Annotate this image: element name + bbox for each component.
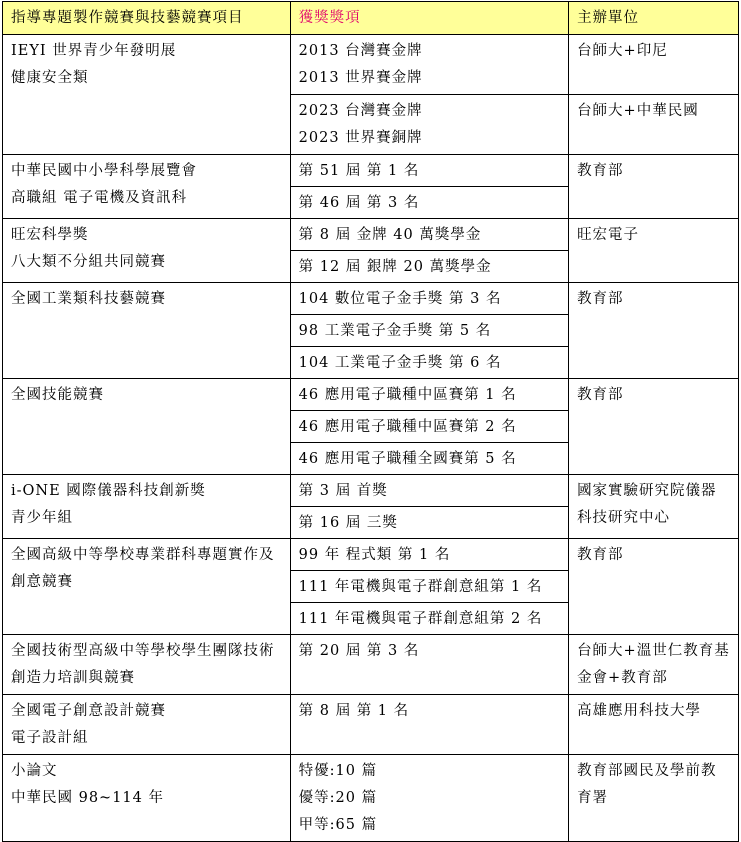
award-cell: 第 46 屆 第 3 名 xyxy=(290,187,568,219)
header-competition: 指導專題製作競賽與技藝競賽項目 xyxy=(3,2,291,35)
organizer-cell: 教育部 xyxy=(569,283,739,379)
award-cell: 111 年電機與電子群創意組第 1 名 xyxy=(290,571,568,603)
table-row xyxy=(3,379,739,411)
award-cell: 46 應用電子職種全國賽第 5 名 xyxy=(290,443,568,475)
table-row xyxy=(3,755,739,842)
organizer-cell: 國家實驗研究院儀器科技研究中心 xyxy=(569,475,739,539)
competition-name: i-ONE 國際儀器科技創新獎 xyxy=(11,483,206,499)
table-row xyxy=(3,695,739,755)
table-row xyxy=(3,35,739,95)
organizer-cell: 教育部 xyxy=(569,155,739,219)
award-item: 2023 台灣賽金牌 xyxy=(298,103,423,119)
award-cell: 46 應用電子職種中區賽第 2 名 xyxy=(290,411,568,443)
competition-name: 小論文 xyxy=(11,763,58,779)
award-cell: 98 工業電子金手獎 第 5 名 xyxy=(290,315,568,347)
organizer-cell: 教育部國民及學前教育署 xyxy=(569,755,739,842)
table-row xyxy=(3,475,739,507)
award-cell: 第 8 屆 第 1 名 xyxy=(290,695,568,755)
competition-category: 電子設計組 xyxy=(11,730,89,746)
award-cell: 第 3 屆 首獎 xyxy=(290,475,568,507)
organizer-cell: 台師大+中華民國 xyxy=(569,95,739,155)
awards-table xyxy=(2,1,739,842)
competition-cell xyxy=(3,695,291,755)
award-cell: 第 12 屆 銀牌 20 萬獎學金 xyxy=(290,251,568,283)
table-row xyxy=(3,219,739,251)
competition-name: 中華民國中小學科學展覽會 xyxy=(11,163,197,179)
competition-cell xyxy=(3,219,291,283)
award-cell: 104 數位電子金手獎 第 3 名 xyxy=(290,283,568,315)
organizer-cell: 旺宏電子 xyxy=(569,219,739,283)
award-cell: 第 16 屆 三獎 xyxy=(290,507,568,539)
competition-cell: 全國技能競賽 xyxy=(3,379,291,475)
table-row xyxy=(3,539,739,571)
header-awards: 獲獎獎項 xyxy=(290,2,568,35)
award-item: 甲等:65 篇 xyxy=(298,817,378,833)
competition-cell xyxy=(3,475,291,539)
organizer-cell: 台師大+溫世仁教育基金會+教育部 xyxy=(569,635,739,695)
table-row xyxy=(3,635,739,695)
competition-category: 青少年組 xyxy=(11,510,73,526)
competition-name: 旺宏科學獎 xyxy=(11,227,89,243)
competition-cell xyxy=(3,755,291,842)
award-cell: 99 年 程式類 第 1 名 xyxy=(290,539,568,571)
competition-category: 健康安全類 xyxy=(11,70,89,86)
award-item: 優等:20 篇 xyxy=(298,790,378,806)
table-row xyxy=(3,155,739,187)
organizer-cell: 高雄應用科技大學 xyxy=(569,695,739,755)
award-item: 2023 世界賽銅牌 xyxy=(298,130,423,146)
organizer-cell: 台師大+印尼 xyxy=(569,35,739,95)
header-organizer: 主辦單位 xyxy=(569,2,739,35)
award-cell: 111 年電機與電子群創意組第 2 名 xyxy=(290,603,568,635)
competition-cell xyxy=(3,35,291,155)
organizer-cell: 教育部 xyxy=(569,539,739,635)
table-row xyxy=(3,283,739,315)
competition-cell: 全國技術型高級中等學校學生團隊技術創造力培訓與競賽 xyxy=(3,635,291,695)
award-cell: 46 應用電子職種中區賽第 1 名 xyxy=(290,379,568,411)
award-cell xyxy=(290,95,568,155)
organizer-cell: 教育部 xyxy=(569,379,739,475)
award-cell: 第 51 屆 第 1 名 xyxy=(290,155,568,187)
award-item: 2013 台灣賽金牌 xyxy=(298,43,423,59)
competition-name: IEYI 世界青少年發明展 xyxy=(11,43,177,59)
competition-cell xyxy=(3,155,291,219)
award-cell: 第 20 屆 第 3 名 xyxy=(290,635,568,695)
competition-category: 高職組 電子電機及資訊科 xyxy=(11,190,188,206)
competition-category: 中華民國 98~114 年 xyxy=(11,790,164,806)
award-cell: 104 工業電子金手獎 第 6 名 xyxy=(290,347,568,379)
header-row xyxy=(3,2,739,35)
award-cell xyxy=(290,755,568,842)
award-item: 特優:10 篇 xyxy=(298,763,378,779)
competition-name: 全國電子創意設計競賽 xyxy=(11,703,166,719)
award-cell: 第 8 屆 金牌 40 萬獎學金 xyxy=(290,219,568,251)
competition-cell: 全國工業類科技藝競賽 xyxy=(3,283,291,379)
award-cell xyxy=(290,35,568,95)
competition-category: 八大類不分組共同競賽 xyxy=(11,254,166,270)
award-item: 2013 世界賽金牌 xyxy=(298,70,423,86)
competition-cell: 全國高級中等學校專業群科專題實作及創意競賽 xyxy=(3,539,291,635)
